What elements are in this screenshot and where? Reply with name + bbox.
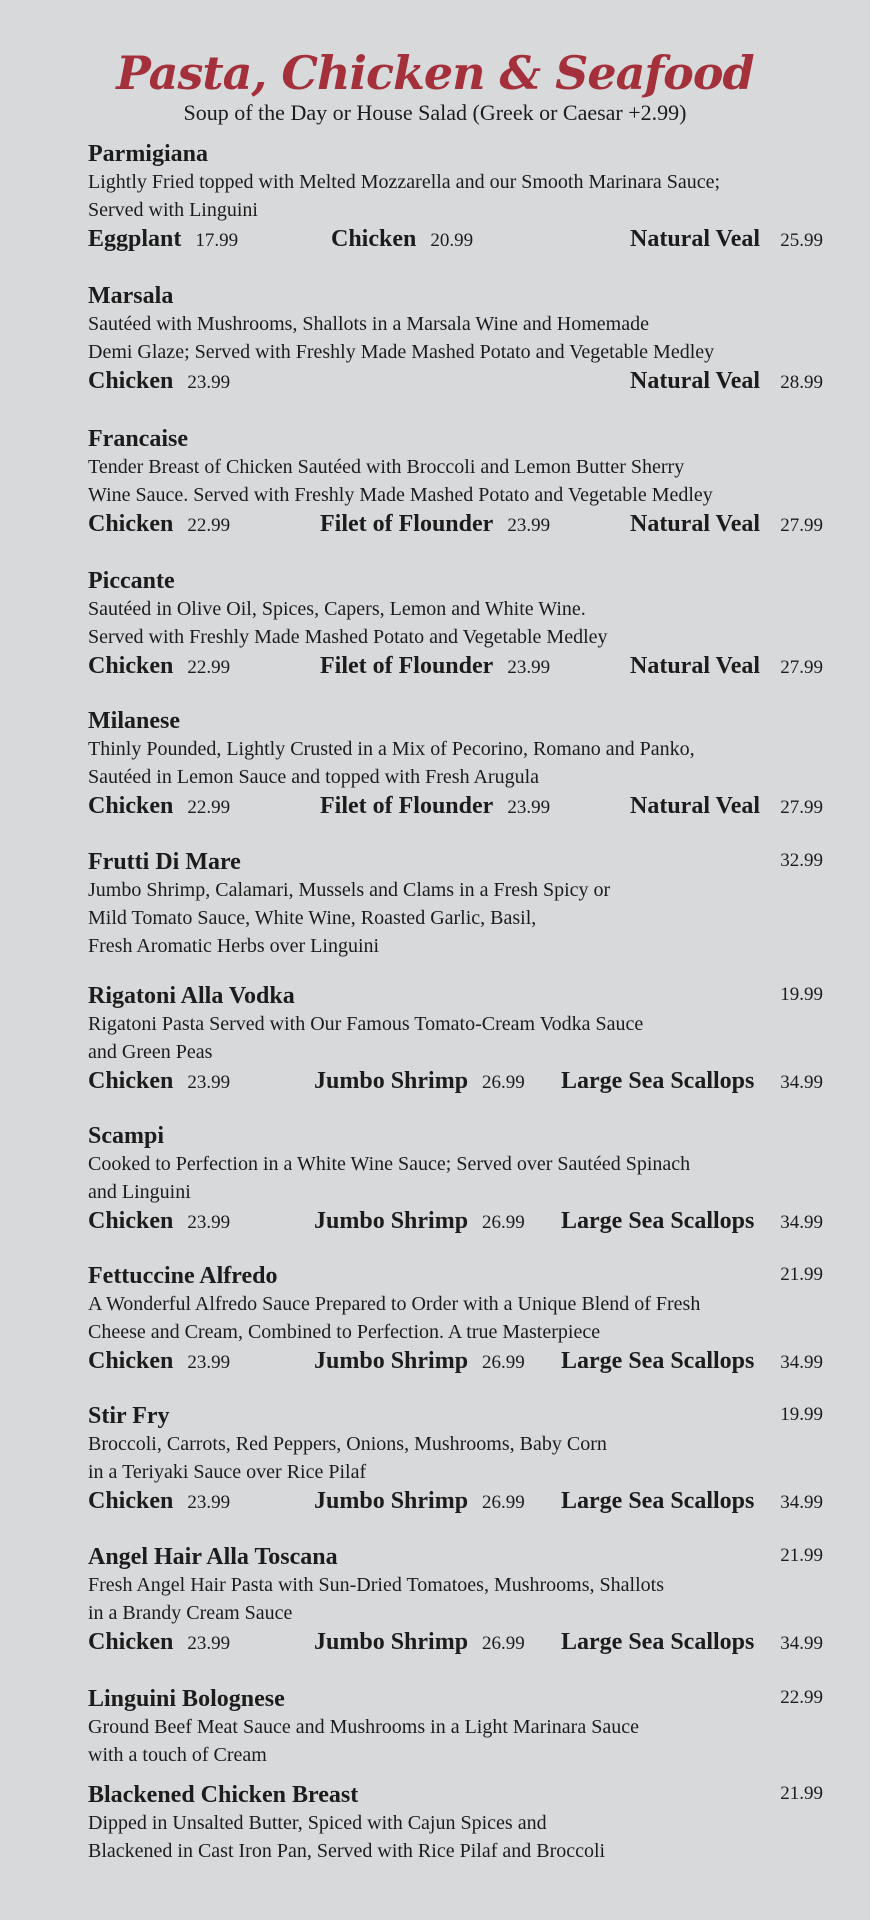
option-price: 34.99 [780, 1352, 823, 1373]
option-price: 23.99 [187, 1212, 231, 1233]
item-options [88, 226, 823, 258]
item-options [88, 1208, 823, 1240]
option-name: Chicken [88, 1208, 174, 1234]
option-price: 27.99 [780, 657, 823, 678]
menu-item [88, 425, 823, 543]
option-price: 34.99 [780, 1072, 823, 1093]
item-name: Fettuccine Alfredo [88, 1263, 278, 1289]
option-price: 26.99 [482, 1492, 525, 1513]
item-description: Sautéed with Mushrooms, Shallots in a Marsala Wine and Homemade Demi Glaze; Served with Freshly Made Mashed Potato and Vegetable Medley [88, 313, 715, 363]
option [630, 653, 760, 680]
option [88, 793, 230, 820]
item-name: Blackened Chicken Breast [88, 1782, 359, 1808]
item-options [88, 1068, 823, 1100]
option-name: Natural Veal [630, 793, 761, 819]
option [630, 793, 760, 820]
option-price: 23.99 [187, 372, 231, 393]
option [88, 368, 230, 395]
item-price: 21.99 [780, 1783, 823, 1804]
option-name: Large Sea Scallops [561, 1488, 755, 1514]
option-name: Chicken [331, 226, 417, 252]
menu-item [88, 282, 823, 400]
item-price: 21.99 [780, 1545, 823, 1566]
item-description: Lightly Fried topped with Melted Mozzarella and our Smooth Marinara Sauce; Served with Linguini [88, 171, 721, 221]
option [561, 1208, 754, 1235]
item-name: Rigatoni Alla Vodka [88, 983, 295, 1009]
menu-item [88, 567, 823, 685]
option-name: Large Sea Scallops [561, 1068, 755, 1094]
item-options [88, 653, 823, 685]
option-price: 23.99 [187, 1072, 231, 1093]
option-price: 22.99 [187, 657, 231, 678]
option-name: Jumbo Shrimp [314, 1068, 469, 1094]
option-name: Eggplant [88, 226, 182, 252]
option-price: 17.99 [195, 230, 239, 251]
option-name: Chicken [88, 1348, 174, 1374]
option [331, 226, 473, 253]
item-description: Cooked to Perfection in a White Wine Sauce; Served over Sautéed Spinach and Linguini [88, 1153, 691, 1203]
option [314, 1208, 525, 1235]
option-price: 23.99 [187, 1492, 231, 1513]
option-name: Jumbo Shrimp [314, 1348, 469, 1374]
option-name: Jumbo Shrimp [314, 1488, 469, 1514]
option [314, 1068, 525, 1095]
item-description: Thinly Pounded, Lightly Crusted in a Mix of Pecorino, Romano and Panko, Sautéed in Lemon Sauce and topped with Fresh Arugula [88, 738, 695, 788]
option [561, 1068, 754, 1095]
option-name: Large Sea Scallops [561, 1348, 755, 1374]
item-name: Parmigiana [88, 141, 208, 167]
option-name: Natural Veal [630, 653, 761, 679]
item-price: 21.99 [780, 1264, 823, 1285]
menu-item [88, 1402, 823, 1520]
option-price: 25.99 [780, 230, 823, 251]
option-price: 23.99 [507, 797, 551, 818]
option-price: 23.99 [507, 515, 551, 536]
option-price: 34.99 [780, 1492, 823, 1513]
item-price: 19.99 [780, 1404, 823, 1425]
option-name: Jumbo Shrimp [314, 1208, 469, 1234]
item-name: Frutti Di Mare [88, 849, 241, 875]
menu-item [88, 982, 823, 1100]
option-name: Chicken [88, 1629, 174, 1655]
option-price: 26.99 [482, 1352, 525, 1373]
item-options [88, 368, 823, 400]
option [88, 1488, 230, 1515]
option [88, 1208, 230, 1235]
option [88, 226, 238, 253]
option [561, 1348, 754, 1375]
item-description: Sautéed in Olive Oil, Spices, Capers, Lemon and White Wine. Served with Freshly Made Mashed Potato and Vegetable Medley [88, 598, 608, 648]
option [88, 1348, 230, 1375]
option-name: Chicken [88, 368, 174, 394]
option-name: Jumbo Shrimp [314, 1629, 469, 1655]
option-price: 27.99 [780, 515, 823, 536]
item-options [88, 1629, 823, 1661]
item-name: Marsala [88, 283, 174, 309]
option-name: Filet of Flounder [320, 511, 494, 537]
option-name: Filet of Flounder [320, 653, 494, 679]
item-price: 32.99 [780, 850, 823, 871]
menu-subtitle: Soup of the Day or House Salad (Greek or Caesar +2.99) [183, 100, 687, 125]
menu-item [88, 1543, 823, 1661]
item-name: Milanese [88, 708, 180, 734]
option-price: 22.99 [187, 515, 231, 536]
option [561, 1629, 754, 1656]
menu-item [88, 140, 823, 258]
item-name: Francaise [88, 426, 188, 452]
item-options [88, 793, 823, 825]
option-price: 27.99 [780, 797, 823, 818]
option [561, 1488, 754, 1515]
item-description: Broccoli, Carrots, Red Peppers, Onions, Mushrooms, Baby Corn in a Teriyaki Sauce over Rice Pilaf [88, 1433, 607, 1483]
option-price: 23.99 [187, 1633, 231, 1654]
item-price: 22.99 [780, 1687, 823, 1708]
item-description: Ground Beef Meat Sauce and Mushrooms in a Light Marinara Sauce with a touch of Cream [88, 1716, 639, 1766]
item-description: Fresh Angel Hair Pasta with Sun-Dried Tomatoes, Mushrooms, Shallots in a Brandy Cream Sauce [88, 1574, 664, 1624]
option-name: Chicken [88, 511, 174, 537]
option-name: Chicken [88, 1488, 174, 1514]
item-options [88, 511, 823, 543]
option-price: 20.99 [430, 230, 474, 251]
option [314, 1488, 525, 1515]
option-price: 26.99 [482, 1633, 525, 1654]
option-name: Chicken [88, 1068, 174, 1094]
option-name: Natural Veal [630, 368, 761, 394]
option [88, 1629, 230, 1656]
item-options [88, 1348, 823, 1380]
option [320, 793, 550, 820]
menu-item [88, 1122, 823, 1240]
menu-item [88, 848, 823, 960]
item-name: Stir Fry [88, 1403, 170, 1429]
option-price: 34.99 [780, 1212, 823, 1233]
item-name: Piccante [88, 568, 175, 594]
item-description: Dipped in Unsalted Butter, Spiced with Cajun Spices and Blackened in Cast Iron Pan, Served with Rice Pilaf and Broccoli [88, 1812, 606, 1862]
item-options [88, 1488, 823, 1520]
option [630, 511, 760, 538]
menu-item [88, 1781, 823, 1865]
option [314, 1348, 525, 1375]
option-price: 23.99 [187, 1352, 231, 1373]
item-description: A Wonderful Alfredo Sauce Prepared to Order with a Unique Blend of Fresh Cheese and Cream, Combined to Perfection. A true Masterpiece [88, 1293, 701, 1343]
option [88, 653, 230, 680]
option-name: Large Sea Scallops [561, 1629, 755, 1655]
option-name: Chicken [88, 793, 174, 819]
option-name: Natural Veal [630, 511, 761, 537]
option [630, 368, 760, 395]
option-price: 28.99 [780, 372, 823, 393]
item-description: Jumbo Shrimp, Calamari, Mussels and Clams in a Fresh Spicy or Mild Tomato Sauce, White Wine, Roasted Garlic, Basil, Fresh Aromatic Herbs over Linguini [88, 879, 611, 957]
item-price: 19.99 [780, 984, 823, 1005]
option [320, 511, 550, 538]
option-price: 23.99 [507, 657, 551, 678]
option-price: 26.99 [482, 1212, 525, 1233]
option-name: Large Sea Scallops [561, 1208, 755, 1234]
menu-item [88, 707, 823, 825]
menu-item [88, 1685, 823, 1769]
option-name: Natural Veal [630, 226, 761, 252]
option [88, 511, 230, 538]
option [320, 653, 550, 680]
menu-item [88, 1262, 823, 1380]
item-name: Angel Hair Alla Toscana [88, 1544, 338, 1570]
option [88, 1068, 230, 1095]
item-name: Scampi [88, 1123, 165, 1149]
option-price: 26.99 [482, 1072, 525, 1093]
item-description: Tender Breast of Chicken Sautéed with Broccoli and Lemon Butter Sherry Wine Sauce. Served with Freshly Made Mashed Potato and Vegetable Medley [88, 456, 713, 506]
option-name: Filet of Flounder [320, 793, 494, 819]
option-price: 22.99 [187, 797, 231, 818]
item-name: Linguini Bolognese [88, 1686, 285, 1712]
menu-title: Pasta, Chicken & Seafood [116, 46, 754, 100]
item-description: Rigatoni Pasta Served with Our Famous Tomato-Cream Vodka Sauce and Green Peas [88, 1013, 644, 1063]
option [630, 226, 760, 253]
option [314, 1629, 525, 1656]
option-price: 34.99 [780, 1633, 823, 1654]
option-name: Chicken [88, 653, 174, 679]
